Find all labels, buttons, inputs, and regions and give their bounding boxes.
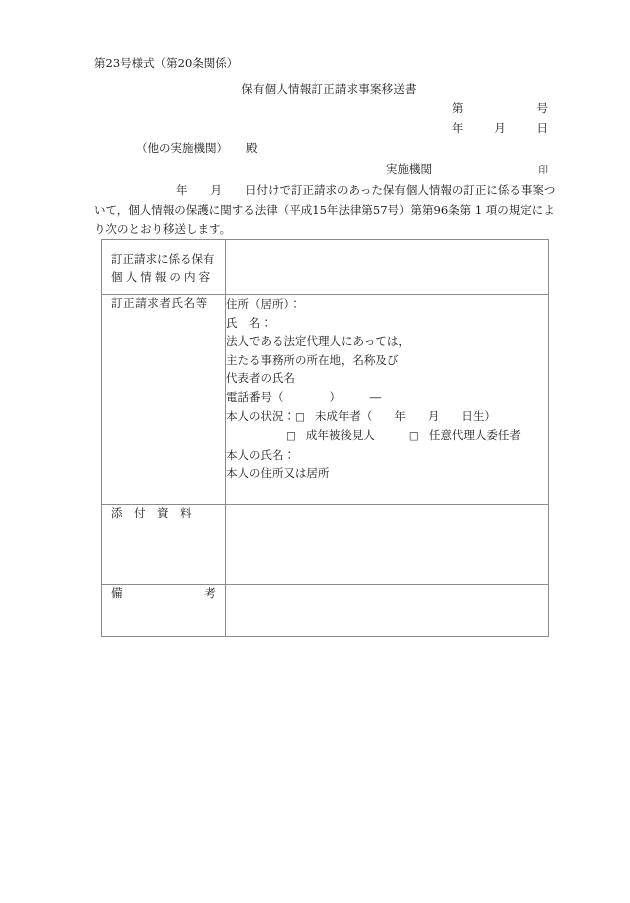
row-label-line-1: 訂正請求に係る保有 xyxy=(111,252,215,266)
form-number: 第23号様式（第20条関係） xyxy=(94,56,239,70)
row-value-attachments[interactable] xyxy=(226,505,549,585)
body-line-2: いて，個人情報の保護に関する法律（平成15年法律第57号）第第96条第 1 項の規定によ xyxy=(94,202,555,217)
row-label-line-2: 個人情報の内容 xyxy=(111,270,214,284)
row-label-target-info xyxy=(102,240,226,295)
body-line-1: 年 月 日付けで訂正請求のあった保有個人情報の訂正に係る事案つ xyxy=(176,183,556,197)
issuing-agency-line xyxy=(386,161,548,177)
document-number-unit: 号 xyxy=(536,101,548,115)
seal-mark-icon: 印 xyxy=(538,165,548,176)
requester-address-label: 住所（居所）： xyxy=(226,297,301,311)
document-title: 保有個人情報訂正請求事案移送書 xyxy=(241,82,417,96)
row-label-remarks-text xyxy=(102,585,225,601)
checkbox-adult-ward[interactable]: □ xyxy=(286,430,296,443)
document-date-line xyxy=(452,120,548,136)
status-minor-label: 未成年者（ xyxy=(314,408,373,423)
body-line-3: り次のとおり移送します。 xyxy=(94,222,232,237)
form-table xyxy=(101,239,549,637)
row-value-requester[interactable] xyxy=(226,295,549,505)
principal-address-label: 本人の住所又は居所 xyxy=(226,466,330,481)
remarks-label-left: 備 xyxy=(111,586,123,600)
row-value-target-info[interactable] xyxy=(226,240,549,295)
table-row xyxy=(102,585,549,637)
corporate-rep-note-3: 代表者の氏名 xyxy=(226,371,295,386)
checkbox-minor[interactable]: □ xyxy=(295,410,305,423)
checkbox-voluntary-agent[interactable]: □ xyxy=(408,430,419,443)
table-row xyxy=(102,295,549,505)
status-adult-ward-label: 成年被後見人 xyxy=(305,428,375,443)
date-year-label: 年 xyxy=(452,121,464,135)
principal-status-label: 本人の状況： xyxy=(226,408,295,423)
minor-birth-year-label: 年 xyxy=(394,408,406,423)
row-value-remarks[interactable] xyxy=(226,585,549,637)
requester-phone-label: 電話番号（ ） ― xyxy=(226,389,382,404)
date-month-label: 月 xyxy=(494,121,506,135)
addressee-honorific: 殿 xyxy=(246,141,258,155)
document-number-label: 第 xyxy=(452,101,464,115)
principal-status-row-2 xyxy=(226,426,548,446)
row-label-attachments xyxy=(102,505,226,585)
addressee-text: （他の実施機関） xyxy=(136,141,228,155)
minor-birth-month-label: 月 xyxy=(427,408,440,423)
status-voluntary-agent-label: 任意代理人委任者 xyxy=(428,428,521,443)
principal-name-label: 本人の氏名： xyxy=(226,447,295,462)
principal-status-row-1 xyxy=(226,407,548,427)
row-label-remarks xyxy=(102,585,226,637)
corporate-rep-note-1: 法人である法定代理人にあっては， xyxy=(226,334,410,349)
requester-name-label: 氏 名： xyxy=(226,315,272,330)
row-label-text: 添付資料 xyxy=(111,506,203,520)
document-number-line xyxy=(452,100,548,116)
body-paragraph xyxy=(94,181,556,240)
remarks-label-right: 考 xyxy=(204,586,216,600)
row-label-text: 訂正請求者氏名等 xyxy=(111,296,208,310)
row-label-requester xyxy=(102,295,226,505)
corporate-rep-note-2: 主たる事務所の所在地，名称及び xyxy=(226,352,399,367)
issuing-agency-label: 実施機関 xyxy=(386,162,432,176)
minor-birth-day-label: 日生） xyxy=(461,408,496,423)
table-row xyxy=(102,505,549,585)
table-row xyxy=(102,240,549,295)
date-day-label: 日 xyxy=(536,121,548,135)
addressee-line xyxy=(136,140,258,156)
